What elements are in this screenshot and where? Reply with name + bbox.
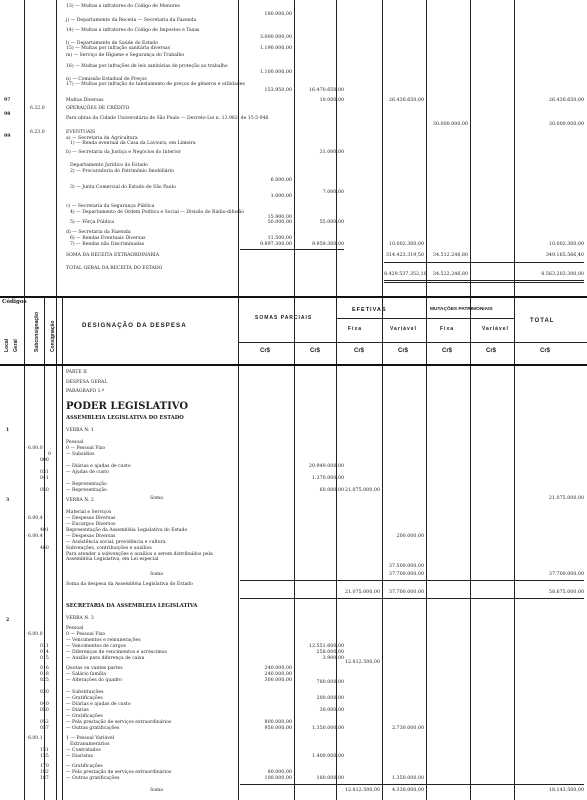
rule — [238, 342, 587, 343]
value: 21.075.000,00 — [344, 590, 380, 595]
crs-label: Cr$ — [442, 348, 453, 354]
line-label: 1 — Pessoal Variável — [66, 736, 115, 741]
line-label: — Salário família — [66, 672, 106, 677]
code: 182 — [40, 770, 49, 775]
code: 97 — [4, 98, 11, 103]
top-line: 7) — Rendas não Discriminadas — [70, 242, 145, 247]
top-val: 31.000,00 — [319, 150, 344, 155]
total-val: 8.429.537.352,10 — [384, 272, 427, 277]
value: 240.000,00 — [264, 666, 292, 671]
code: 6.22.0 — [30, 106, 45, 111]
value: 60.000,00 — [319, 488, 344, 493]
crs-label: Cr$ — [310, 348, 321, 354]
soma-label: Soma — [150, 788, 164, 793]
value: 37.700.000,00 — [548, 572, 584, 577]
line-label: — Pela prestação de serviços extraordinários — [66, 770, 172, 775]
rule — [240, 784, 584, 785]
value: 12.812.500,00 — [344, 788, 380, 793]
value: 240.000,00 — [264, 672, 292, 677]
top-val: 10.002.300,00 — [388, 242, 424, 247]
line-label: Subvenções, contribuições e auxílios — [66, 546, 152, 551]
fixa-header: Fixa — [348, 326, 363, 332]
value: 3.900,00 — [322, 656, 344, 661]
code: 031 — [40, 470, 49, 475]
line-label: — Diferenças de vencimentos e acréscimos — [66, 650, 167, 655]
line-label: Representação da Assembléia Legislativa do Estado — [66, 528, 188, 533]
crs-label: Cr$ — [354, 348, 365, 354]
top-row-text: m) — Serviço de Higiene e Segurança do Trabalho — [66, 53, 185, 58]
value: 58.675.000,00 — [548, 590, 584, 595]
line-label: — Diaristas — [66, 754, 93, 759]
value: 37.500.000,00 — [388, 564, 424, 569]
code: 460 — [40, 546, 49, 551]
value: 21.075.000,00 — [548, 496, 584, 501]
poder-title: PODER LEGISLATIVO — [66, 401, 189, 412]
value: 37.700.000,00 — [388, 590, 424, 595]
top-row-text: 16) — Multas por infrações de leis sanitárias de proteção ao trabalho — [66, 64, 228, 69]
line-label: 0 — Pessoal Fixo — [66, 446, 106, 451]
code: 6.00.0 — [28, 632, 43, 637]
value: 950.000,00 — [264, 726, 292, 731]
code: 187 — [40, 776, 49, 781]
soma-label: Soma — [150, 572, 164, 577]
soma-val: 34.512.246,80 — [432, 253, 468, 258]
code: 6.00.0 — [28, 446, 43, 451]
crs-label: Cr$ — [398, 348, 409, 354]
top-row-value: 16.470.650,00 — [308, 88, 344, 93]
top-val: 7.000,00 — [322, 190, 344, 195]
top-row-text: OPERAÇÕES DE CRÉDITO — [66, 106, 130, 111]
variavel-header: Variável — [390, 326, 417, 332]
rule — [336, 318, 514, 319]
line-label: — Representação — [66, 488, 107, 493]
value: 800.000,00 — [264, 720, 292, 725]
line-label: — Diárias e ajudas de custo — [66, 702, 131, 707]
crs-label: Cr$ — [260, 348, 271, 354]
rule — [384, 282, 584, 283]
line-label: — Despesas Diversas — [66, 516, 116, 521]
vert-label: Subconsignação — [34, 311, 40, 352]
code: 6.00.4 — [28, 534, 43, 539]
top-line: a) — Secretaria da Agricultura — [66, 136, 138, 141]
rule — [240, 249, 344, 250]
value: 12.812.500,00 — [344, 660, 380, 665]
top-val: 50.000,00 — [267, 220, 292, 225]
line-label: — Gratificações — [66, 696, 103, 701]
codigos-label: Códigos — [2, 299, 27, 305]
mutacoes-header: MUTAÇÕES PATRIMONIAIS — [430, 307, 493, 312]
top-line: c) — Secretaria da Segurança Pública — [66, 204, 155, 209]
top-row-text: l) — Departamento de Saúde do Estado — [66, 41, 158, 46]
value: 30.000,00 — [319, 708, 344, 713]
value: 200.000,00 — [396, 534, 424, 539]
top-line: b) — Secretaria da Justiça e Negócios do Interior — [66, 150, 181, 155]
soma-val: 314.423.319,50 — [385, 253, 424, 258]
line-label: — Diárias — [66, 708, 89, 713]
line-label: — Subsídios — [66, 452, 95, 457]
soma-despesa-label: Soma da despesa da Assembléia Legislativa do Estado — [66, 582, 193, 587]
code: 041 — [40, 476, 49, 481]
value: 300.000,00 — [264, 678, 292, 683]
header-top-rule — [0, 296, 587, 298]
soma-val: 349.165.566,40 — [545, 253, 584, 258]
top-row-value: 26.430.650,00 — [388, 98, 424, 103]
top-row-text: 14) — Multas a infratores do Código de Impostos e Taxas — [66, 28, 200, 33]
top-row-value: 30.000.000,00 — [432, 122, 468, 127]
line-label: — Pela prestação de serviços extraordinários — [66, 720, 172, 725]
rule — [384, 262, 584, 263]
line-label: — Contratados — [66, 748, 101, 753]
line-label: — Assistência social, previdência e cultura — [66, 540, 166, 545]
total-header: TOTAL — [530, 318, 555, 324]
line-label: — Gratificações — [66, 714, 103, 719]
vert-label: Consignação — [50, 320, 56, 352]
top-line: 3) — Junta Comercial do Estado de São Paulo — [70, 185, 176, 190]
top-row-text: EVENTUAIS — [66, 130, 96, 135]
line-label: — Substituições — [66, 690, 104, 695]
code: 011 — [40, 644, 49, 649]
top-row-value: 180.000,00 — [264, 12, 292, 17]
code: 2 — [6, 618, 10, 623]
value: 20.949.000,00 — [308, 464, 344, 469]
despesa-label: DESPESA GERAL — [66, 380, 108, 385]
code: 016 — [40, 666, 49, 671]
column-rule — [56, 0, 57, 800]
code: 99 — [4, 134, 11, 139]
column-rule — [382, 0, 383, 800]
top-row-value: 1.190.000,00 — [259, 46, 292, 51]
code: 014 — [40, 650, 49, 655]
designacao-header: DESIGNAÇÃO DA DESPESA — [82, 322, 187, 329]
line-label: — Outras gratificações — [66, 776, 120, 781]
top-val: 1.000,00 — [270, 194, 292, 199]
top-row-text: j) — Departamento da Receita — Secretaria da Fazenda — [66, 18, 197, 23]
rule — [240, 598, 584, 599]
top-row-value: 1.100.000,00 — [259, 70, 292, 75]
verba-label: VERBA N. 2 — [66, 498, 94, 503]
top-row-text: 17) — Multas por infração do tabelamento de preços de gêneros e utilidades — [66, 82, 245, 87]
top-row-value: 10.000,00 — [319, 98, 344, 103]
top-line: d) — Secretaria da Fazenda — [66, 230, 131, 235]
top-line: 4) — Departamento de Ordem Política e Social — Divisão do Rádio-difusão — [70, 210, 244, 215]
code: 057 — [40, 726, 49, 731]
rule — [240, 580, 584, 581]
section-label: Pessoal — [66, 440, 84, 445]
top-line: 2) — Procuradoria do Patrimônio Imobiliário — [70, 169, 174, 174]
value: 4.330.000,00 — [391, 788, 424, 793]
efetivas-header: EFETIVAS — [352, 307, 387, 313]
code: 015 — [40, 656, 49, 661]
code: 000 — [40, 458, 49, 463]
value: 1.400.000,00 — [311, 754, 344, 759]
top-row-text: n) — Comissão Estadual de Preços — [66, 77, 147, 82]
line-label: 0 — Pessoal Fixo — [66, 632, 106, 637]
code: 1 — [6, 428, 10, 433]
top-row-text: Para obras da Cidade Universitária de São Paulo — Decreto-Lei n. 13.982, de 15-5-946 — [66, 116, 269, 121]
value: 100.000,00 — [264, 776, 292, 781]
line-label: — Vencimentos de cargos — [66, 644, 126, 649]
paragrafo-label: PARÁGRAFO 1.º — [66, 389, 105, 394]
value: 2.730.000,00 — [391, 726, 424, 731]
line-label: — Despesas Diversas — [66, 534, 116, 539]
value: 258.000,00 — [316, 650, 344, 655]
top-val: 11.500,00 — [267, 236, 292, 241]
value: 37.700.000,00 — [388, 572, 424, 577]
code: 050 — [40, 708, 49, 713]
top-row-text: 15) — Multas por infração sanitária diversas — [66, 46, 170, 51]
section-label: Material e Serviços — [66, 510, 112, 515]
code: 98 — [4, 112, 11, 117]
total-label: TOTAL GERAL DA RECEITA DO ESTADO — [66, 266, 163, 271]
top-val: 9.897.300,00 — [259, 242, 292, 247]
top-row-text: 13) — Multas a infratores do Código de Menores — [66, 4, 180, 9]
code: 050 — [40, 488, 49, 493]
soma-label: SOMA DA RECEITA EXTRAORDINÁRIA — [66, 253, 160, 258]
value: 18.143.500,00 — [548, 788, 584, 793]
code: 052 — [40, 720, 49, 725]
value: 1.350.000,00 — [391, 776, 424, 781]
top-line: 6) — Rendas Eventuais Diversas — [70, 236, 146, 241]
code: 170 — [40, 764, 49, 769]
top-val: 9.959.300,00 — [311, 242, 344, 247]
line-label: — Vencimentos e remunerações — [66, 638, 141, 643]
line-label: — Ajudas de custo — [66, 470, 109, 475]
line-label: — Alterações do quadro — [66, 678, 122, 683]
top-line: Departamento Jurídico do Estado — [70, 163, 148, 168]
code: 040 — [40, 702, 49, 707]
vert-label: Local — [4, 338, 10, 352]
parte-label: PARTE II — [66, 370, 87, 375]
line-label: — Outras gratificações — [66, 726, 120, 731]
top-line: 5) — Fôrça Pública — [70, 220, 115, 225]
column-rule — [426, 0, 427, 800]
code: 0 — [48, 452, 51, 457]
vert-label: Geral — [13, 339, 19, 352]
somas-header: SOMAS PARCIAIS — [255, 315, 313, 321]
crs-label: Cr$ — [540, 348, 551, 354]
assembleia-title: ASSEMBLEIA LEGISLATIVA DO ESTADO — [66, 415, 184, 421]
line-label: — Diárias e ajudas de custo — [66, 464, 131, 469]
value: 780.000,00 — [316, 680, 344, 685]
top-val: 55.000,00 — [319, 220, 344, 225]
value: 200.000,00 — [316, 696, 344, 701]
secretaria-title: SECRETARIA DA ASSEMBLEIA LEGISLATIVA — [66, 603, 198, 609]
total-val: 34.522.246,80 — [432, 272, 468, 277]
value: 1.350.000,00 — [311, 726, 344, 731]
column-rule — [24, 0, 25, 800]
top-row-value: 26.430.650,00 — [548, 98, 584, 103]
header-bottom-rule — [0, 364, 587, 366]
code: 401 — [40, 528, 49, 533]
top-row-value: 3.000.000,00 — [259, 35, 292, 40]
column-rule — [62, 296, 63, 800]
value: 21.075.000,00 — [344, 488, 380, 493]
value: 12.551.600,00 — [308, 644, 344, 649]
top-row-value: 153.950,00 — [264, 88, 292, 93]
line-label: — Gratificações — [66, 764, 103, 769]
top-val: 6.000,00 — [270, 178, 292, 183]
variavel-header: Variável — [482, 326, 509, 332]
section-label: Pessoal — [66, 626, 84, 631]
top-val: 15.900,00 — [267, 215, 292, 220]
value: 1.270.000,00 — [311, 476, 344, 481]
fixa-header: Fixa — [440, 326, 455, 332]
top-row-value: 30.000.000,00 — [548, 122, 584, 127]
rule — [384, 280, 584, 281]
code: 6.00.4 — [28, 516, 43, 521]
code: 025 — [40, 678, 49, 683]
top-val: 10.002.300,00 — [548, 242, 584, 247]
value: 180.000,00 — [316, 776, 344, 781]
verba-label: VERBA N. 3 — [66, 616, 94, 621]
soma-label: Soma — [150, 496, 164, 501]
code: 018 — [40, 672, 49, 677]
line-label: Extranumerários — [70, 742, 110, 747]
line-label: Para atender a subvenções e auxílios a serem distribuídos pela Assembléia Legislativa, em Lei especial — [66, 552, 213, 562]
line-label: — Encargos Diversos — [66, 522, 116, 527]
column-rule — [294, 0, 295, 800]
top-row-text: Multas Diversas — [66, 98, 104, 103]
code: 3 — [6, 498, 10, 503]
verba-label: VERBA N. 1 — [66, 428, 94, 433]
column-rule — [470, 0, 471, 800]
line-label: — Auxílio para diferença de caixa — [66, 656, 145, 661]
column-rule — [514, 0, 515, 800]
code: 6.00.1 — [28, 736, 43, 741]
value: 80.000,00 — [267, 770, 292, 775]
line-label: Quotas ou vantes partes — [66, 666, 123, 671]
total-val: 8.563.203.300,00 — [541, 272, 584, 277]
code: 6.23.0 — [30, 130, 45, 135]
code: 155 — [40, 754, 49, 759]
top-line: 1) — Renda eventual da Casa da Lavoura, em Limeira — [70, 141, 196, 146]
crs-label: Cr$ — [486, 348, 497, 354]
code: 030 — [40, 690, 49, 695]
line-label: — Representação — [66, 482, 107, 487]
code: 151 — [40, 748, 49, 753]
